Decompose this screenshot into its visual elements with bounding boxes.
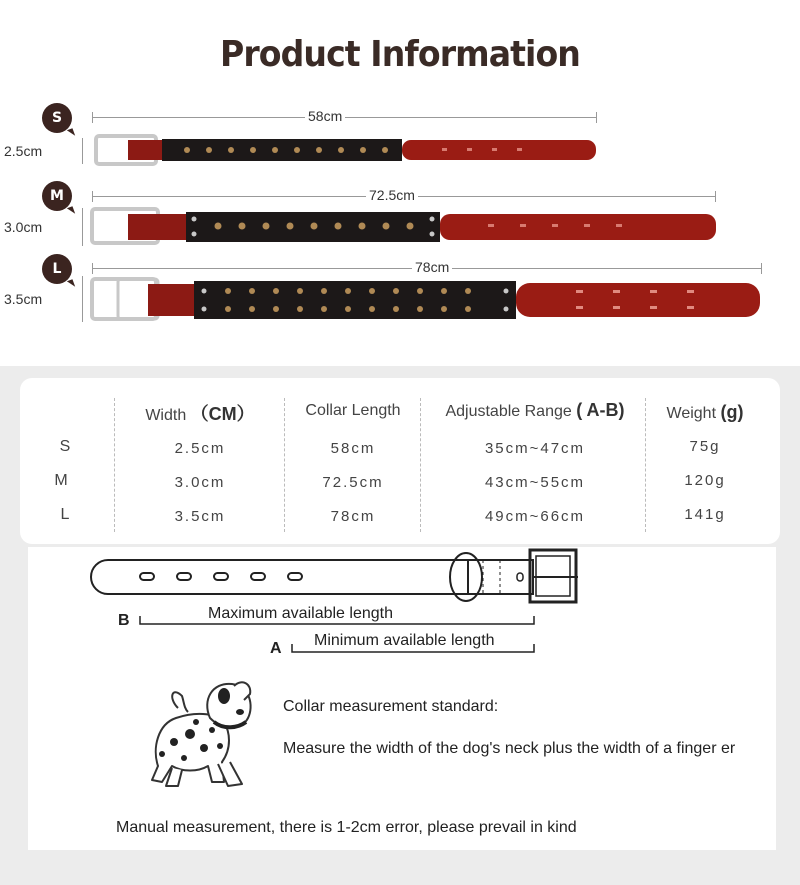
cell-range-s: 35cm~47cm	[484, 440, 586, 457]
label-a: A	[270, 640, 282, 657]
row-size-l: L	[60, 506, 70, 523]
header-weight: Weight (g)	[666, 402, 744, 422]
manual-measurement-note: Manual measurement, there is 1-2cm error, please prevail in kind	[116, 819, 577, 836]
size-badge-m: M	[42, 181, 72, 211]
width-label-m: 3.0cm	[4, 219, 43, 235]
length-label-l: 78cm	[412, 259, 452, 275]
length-label-s: 58cm	[305, 108, 345, 124]
cell-weight-l: 141g	[684, 506, 726, 523]
measurement-standard-title: Collar measurement standard:	[283, 698, 499, 715]
width-dimension-line-s	[82, 138, 83, 164]
table-divider	[284, 398, 285, 532]
size-badge-s: S	[42, 103, 72, 133]
width-dimension-line-m	[82, 208, 83, 246]
width-label-l: 3.5cm	[4, 291, 43, 307]
table-divider	[420, 398, 421, 532]
length-label-m: 72.5cm	[366, 187, 418, 203]
size-badge-l: L	[42, 254, 72, 284]
page-title: Product Information	[220, 34, 580, 75]
cell-range-m: 43cm~55cm	[484, 474, 586, 491]
collar-image-m	[88, 204, 720, 250]
cell-width-s: 2.5cm	[174, 440, 226, 457]
collar-outline-diagram	[88, 548, 588, 608]
max-length-label: Maximum available length	[208, 605, 393, 622]
cell-range-l: 49cm~66cm	[484, 508, 586, 525]
collar-image-l	[88, 274, 764, 326]
header-adjustable-range: Adjustable Range ( A-B)	[445, 400, 625, 420]
width-dimension-line-l	[82, 276, 83, 322]
row-size-s: S	[59, 438, 71, 455]
dalmatian-puppy-image	[138, 678, 268, 798]
collar-image-s	[92, 132, 598, 168]
table-divider	[114, 398, 115, 532]
cell-length-l: 78cm	[330, 508, 376, 525]
label-b: B	[118, 612, 130, 629]
cell-length-s: 58cm	[330, 440, 376, 457]
row-size-m: M	[54, 472, 68, 489]
header-collar-length: Collar Length	[305, 402, 401, 419]
width-label-s: 2.5cm	[4, 143, 43, 159]
cell-width-l: 3.5cm	[174, 508, 226, 525]
cell-weight-s: 75g	[689, 438, 721, 455]
cell-width-m: 3.0cm	[174, 474, 226, 491]
header-width: Width （CM）	[145, 404, 255, 424]
measurement-standard-text: Measure the width of the dog's neck plus the width of a finger er	[283, 740, 736, 757]
min-length-label: Minimum available length	[314, 632, 495, 649]
cell-length-m: 72.5cm	[322, 474, 384, 491]
cell-weight-m: 120g	[684, 472, 726, 489]
